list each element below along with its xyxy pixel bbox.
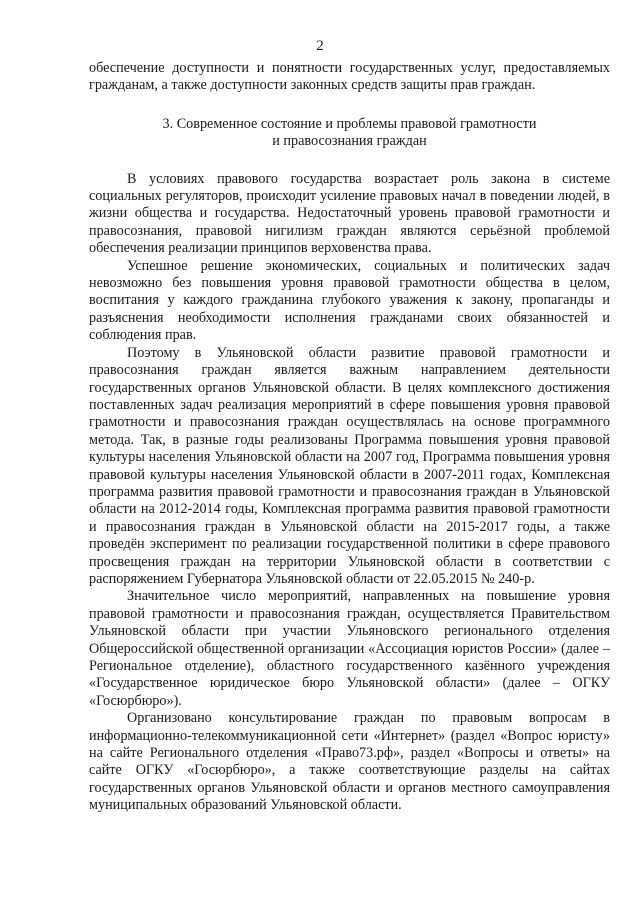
paragraph-tasks: Успешное решение экономических, социальных и политических задач невозможно без повышения уровня правовой грамотности общества в целом, воспитания у каждого гражданина глубокого уважения к закону, пропаганды и разъяснения необходимости исполнения гражданами своих обязанностей и соблюдения прав. bbox=[89, 257, 610, 344]
section-heading-line-1: 3. Современное состояние и проблемы правовой грамотности bbox=[162, 115, 537, 132]
paragraph-activities: Значительное число мероприятий, направленных на повышение уровня правовой грамотности и правосознания граждан, осуществляется Правительством Ульяновской области при участии Ульяновского регионального отделения Общероссийской общественной организации «Ассоциация юристов России» (далее – Региональное отделение), областного государственного казённого учреждения «Государственное юридическое бюро Ульяновской области» (далее – ОГКУ «Госюрбюро»). bbox=[89, 588, 610, 709]
paragraph-consulting: Организовано консультирование граждан по правовым вопросам в информационно-телекоммуникационной сети «Интернет» (раздел «Вопрос юристу» на сайте Регионального отделения «Право73.рф», раздел «Вопросы и ответы» на сайте ОГКУ «Госюрбюро», а также соответствующие разделы на сайтах государственных органов Ульяновской области и органов местного самоуправления муниципальных образований Ульяновской области. bbox=[89, 710, 610, 814]
paragraph-legal-state: В условиях правового государства возрастает роль закона в системе социальных регуляторов, происходит усиление правовых начал в поведении людей, в жизни общества и государства. Недостаточный уровень правовой грамотности и правосознания, правовой нигилизм граждан являются серьёзной проблемой обеспечения реализации принципов верховенства права. bbox=[89, 170, 610, 257]
section-heading-line-2: и правосознания граждан bbox=[272, 133, 427, 150]
intro-paragraph: обеспечение доступности и понятности государственных услуг, предоставляемых гражданам, а также доступности законных средств защиты прав граждан. bbox=[89, 60, 610, 94]
paragraph-programs: Поэтому в Ульяновской области развитие правовой грамотности и правосознания граждан является важным направлением деятельности государственных органов Ульяновской области. В целях комплексного достижения поставленных задач реализация мероприятий в сфере повышения уровня правовой грамотности и правосознания граждан осуществлялась на основе программного метода. Так, в разные годы реализованы Программа повышения уровня правовой культуры населения Ульяновской области на 2007 год, Программа повышения уровня правовой культуры населения Ульяновской области в 2007-2011 годах, Комплексная программа развития правовой грамотности и правосознания граждан в Ульяновской области на 2012-2014 годы, Комплексная программа развития правовой грамотности и правосознания граждан в Ульяновской области на 2015-2017 годы, а также проведён эксперимент по реализации государственной политики в сфере правового просвещения граждан на территории Ульяновской области в соответствии с распоряжением Губернатора Ульяновской области от 22.05.2015 № 240-р. bbox=[89, 344, 610, 587]
section-heading bbox=[89, 116, 610, 151]
page-number: 2 bbox=[316, 38, 324, 54]
document-body bbox=[89, 60, 610, 815]
